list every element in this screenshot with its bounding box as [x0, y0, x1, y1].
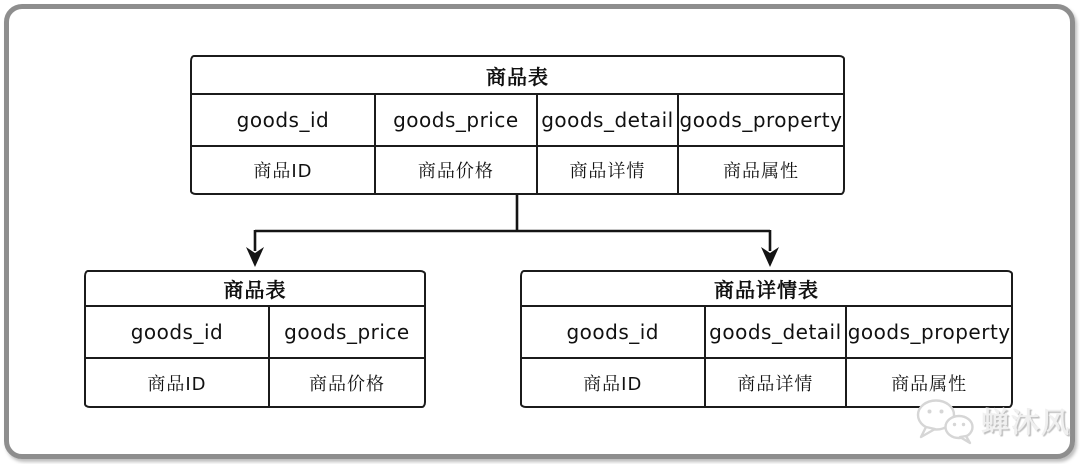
split-right-label-row	[522, 359, 1011, 406]
split-right-table	[520, 270, 1013, 408]
column-name-cell: goods_price	[374, 95, 536, 145]
column-label-cell: 商品价格	[268, 359, 424, 406]
source-table	[190, 55, 845, 195]
column-label-cell: 商品ID	[583, 373, 643, 395]
column-name-cell: goods_id	[130, 320, 224, 344]
split-right-column-row	[522, 307, 1011, 359]
column-label-cell: 商品属性	[845, 359, 1011, 406]
column-label-cell: 商品ID	[253, 161, 313, 182]
column-name-cell: goods_price	[268, 307, 424, 357]
column-label-cell: 商品属性	[677, 147, 843, 193]
column-label-cell: 商品ID	[147, 373, 207, 395]
split-left-table	[84, 270, 426, 408]
column-name-cell: goods_id	[566, 320, 660, 344]
split-right-table-title: 商品详情表	[522, 272, 1011, 307]
column-name-cell: goods_detail	[536, 95, 677, 145]
column-name-cell: goods_id	[236, 108, 330, 132]
split-left-label-row	[86, 359, 424, 406]
watermark-text: 蝉沐风	[981, 406, 1072, 439]
split-left-column-row	[86, 307, 424, 359]
split-left-table-title: 商品表	[86, 272, 424, 307]
column-label-cell: 商品价格	[374, 147, 536, 193]
source-table-title: 商品表	[192, 57, 843, 95]
column-label-cell: 商品详情	[536, 147, 677, 193]
column-label-cell: 商品详情	[704, 359, 846, 406]
column-name-cell: goods_property	[677, 95, 843, 145]
source-table-label-row	[192, 147, 843, 193]
column-name-cell: goods_detail	[704, 307, 846, 357]
column-name-cell: goods_property	[845, 307, 1011, 357]
source-table-column-row	[192, 95, 843, 147]
